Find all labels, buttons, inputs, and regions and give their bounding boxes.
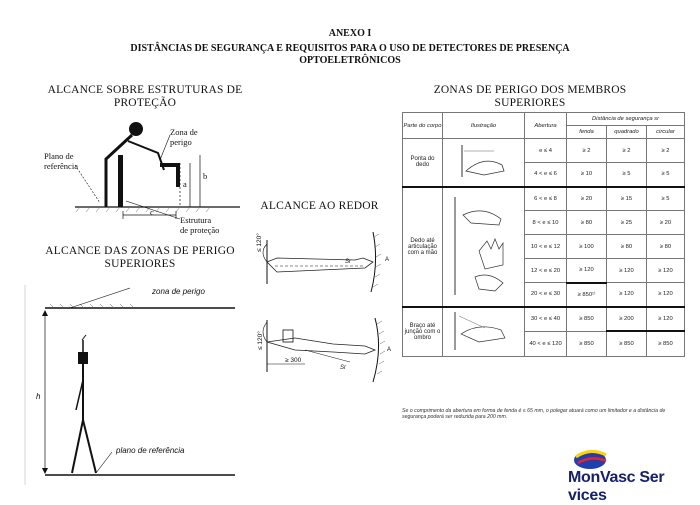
label-angle-2: ≤ 120° bbox=[257, 331, 264, 350]
cell-square: ≥ 25 bbox=[607, 211, 647, 235]
label-A-top: A bbox=[385, 257, 390, 263]
cell-circular: ≥ 120 bbox=[647, 283, 685, 307]
illustration-arm bbox=[443, 307, 525, 357]
section-title-line: SUPERIORES bbox=[494, 97, 566, 109]
cell-opening: 4 < e ≤ 6 bbox=[525, 163, 567, 187]
cell-slot: ≥ 100 bbox=[567, 235, 607, 259]
label-line: Zona de bbox=[170, 127, 198, 137]
table-footnote: Se o comprimento da abertura em forma de fenda é ≤ 65 mm, o polegar atuará como um limitador e a distância de segurança poderá ser reduzida para 200 mm. bbox=[402, 408, 666, 421]
label-sr-top: Sr bbox=[345, 259, 351, 265]
illustration-fingertip bbox=[443, 139, 525, 187]
document-title-line2: OPTOELETRÔNICOS bbox=[299, 55, 401, 66]
cell-square: ≥ 120 bbox=[607, 259, 647, 283]
label-angle-1: ≤ 120° bbox=[256, 233, 263, 252]
cell-circular: ≥ 20 bbox=[647, 211, 685, 235]
cell-circular: ≥ 80 bbox=[647, 235, 685, 259]
danger-zone-block bbox=[160, 163, 180, 187]
cell-opening: 40 < e ≤ 120 bbox=[525, 331, 567, 356]
cell-circular: ≥ 2 bbox=[647, 139, 685, 163]
label-b: b bbox=[203, 171, 208, 181]
label-line: de proteção bbox=[180, 224, 220, 235]
group-fingertip: Ponta do dedo bbox=[403, 139, 443, 187]
header-safety-distance: Distância de segurança sr bbox=[567, 113, 685, 126]
section-title-protective-structures bbox=[40, 84, 250, 110]
cell-opening: 8 < e ≤ 10 bbox=[525, 211, 567, 235]
section-title-line: ZONAS DE PERIGO DOS MEMBROS bbox=[433, 84, 627, 96]
cell-opening: 20 < e ≤ 30 bbox=[525, 283, 567, 307]
illustration-finger bbox=[443, 187, 525, 307]
header-square: quadrado bbox=[607, 126, 647, 139]
fingertip-icon bbox=[454, 141, 514, 181]
section-title-reach-around: ALCANCE AO REDOR bbox=[260, 200, 379, 212]
cell-opening: 6 < e ≤ 8 bbox=[525, 187, 567, 211]
label-h: h bbox=[36, 392, 41, 401]
label-A-bottom: A bbox=[387, 347, 392, 353]
cell-square: ≥ 5 bbox=[607, 163, 647, 187]
reach-around-diagram bbox=[255, 222, 395, 402]
section-title-upper-danger-zones bbox=[25, 245, 255, 271]
finger-hand-icon bbox=[449, 191, 519, 301]
cell-slot: ≥ 2 bbox=[567, 139, 607, 163]
cell-square: ≥ 850 bbox=[607, 331, 647, 356]
label-reference-plane bbox=[44, 152, 78, 171]
group-finger: Dedo até articulação com a mão bbox=[403, 187, 443, 307]
group-arm: Braço até junção com o ombro bbox=[403, 307, 443, 357]
arm-icon bbox=[449, 308, 519, 354]
label-reference-plane-upper: plano de referência bbox=[116, 446, 185, 455]
cell-slot: ≥ 850 bbox=[567, 307, 607, 332]
cell-slot: ≥ 120 bbox=[567, 259, 607, 283]
label-danger-zone bbox=[170, 128, 198, 147]
cell-square: ≥ 15 bbox=[607, 187, 647, 211]
table-row bbox=[403, 139, 685, 163]
document-title-line1: DISTÂNCIAS DE SEGURANÇA E REQUISITOS PARA O USO DE DETECTORES DE PRESENÇA bbox=[130, 43, 570, 54]
cell-circular: ≥ 5 bbox=[647, 187, 685, 211]
header-body-part: Parte do corpo bbox=[403, 113, 443, 139]
table-row bbox=[403, 187, 685, 211]
label-c: c bbox=[150, 207, 154, 217]
cell-slot: ≥ 80 bbox=[567, 211, 607, 235]
cell-circular: ≥ 120 bbox=[647, 259, 685, 283]
cell-slot: ≥ 20 bbox=[567, 187, 607, 211]
annex-label: ANEXO I bbox=[328, 28, 372, 39]
cell-square: ≥ 2 bbox=[607, 139, 647, 163]
cell-circular: ≥ 850 bbox=[647, 331, 685, 356]
cell-square: ≥ 200 bbox=[607, 307, 647, 332]
cell-opening: e ≤ 4 bbox=[525, 139, 567, 163]
section-title-line: ALCANCE SOBRE ESTRUTURAS DE bbox=[47, 84, 243, 96]
table-header-row bbox=[403, 113, 685, 126]
label-line: Estrutura bbox=[180, 215, 212, 225]
header-illustration: Ilustração bbox=[443, 113, 525, 139]
logo-text: MonVasc Ser vices bbox=[568, 469, 665, 504]
label-line: referência bbox=[44, 160, 78, 171]
label-line: perigo bbox=[170, 136, 192, 147]
cell-circular: ≥ 5 bbox=[647, 163, 685, 187]
label-a: a bbox=[183, 179, 187, 189]
safety-distance-table bbox=[402, 112, 685, 357]
cell-circular: ≥ 120 bbox=[647, 307, 685, 332]
monvasc-logo-icon bbox=[572, 445, 612, 471]
header-opening: Abertura bbox=[525, 113, 567, 139]
cell-opening: 12 < e ≤ 20 bbox=[525, 259, 567, 283]
cell-square: ≥ 80 bbox=[607, 235, 647, 259]
cell-slot: ≥ 10 bbox=[567, 163, 607, 187]
cell-opening: 30 < e ≤ 40 bbox=[525, 307, 567, 332]
label-distance: ≥ 300 bbox=[285, 357, 302, 364]
section-title-upper-limbs bbox=[410, 84, 650, 110]
head-icon bbox=[129, 122, 143, 136]
cell-opening: 10 < e ≤ 12 bbox=[525, 235, 567, 259]
label-protective-structure bbox=[180, 216, 219, 235]
upper-danger-zone-diagram bbox=[20, 280, 250, 495]
section-title-line: PROTEÇÃO bbox=[113, 97, 177, 109]
header-circular: circular bbox=[647, 126, 685, 139]
cell-slot: ≥ 850 bbox=[567, 331, 607, 356]
table-row bbox=[403, 307, 685, 332]
label-danger-zone-upper: zona de perigo bbox=[152, 287, 205, 296]
label-line: Plano de bbox=[44, 151, 74, 161]
section-title-line: SUPERIORES bbox=[104, 258, 176, 270]
header-slot: fenda bbox=[567, 126, 607, 139]
cell-square: ≥ 120 bbox=[607, 283, 647, 307]
label-sr-bottom: Sr bbox=[340, 365, 346, 371]
cell-slot: ≥ 850¹⁾ bbox=[567, 283, 607, 307]
section-title-line: ALCANCE DAS ZONAS DE PERIGO bbox=[45, 245, 235, 257]
